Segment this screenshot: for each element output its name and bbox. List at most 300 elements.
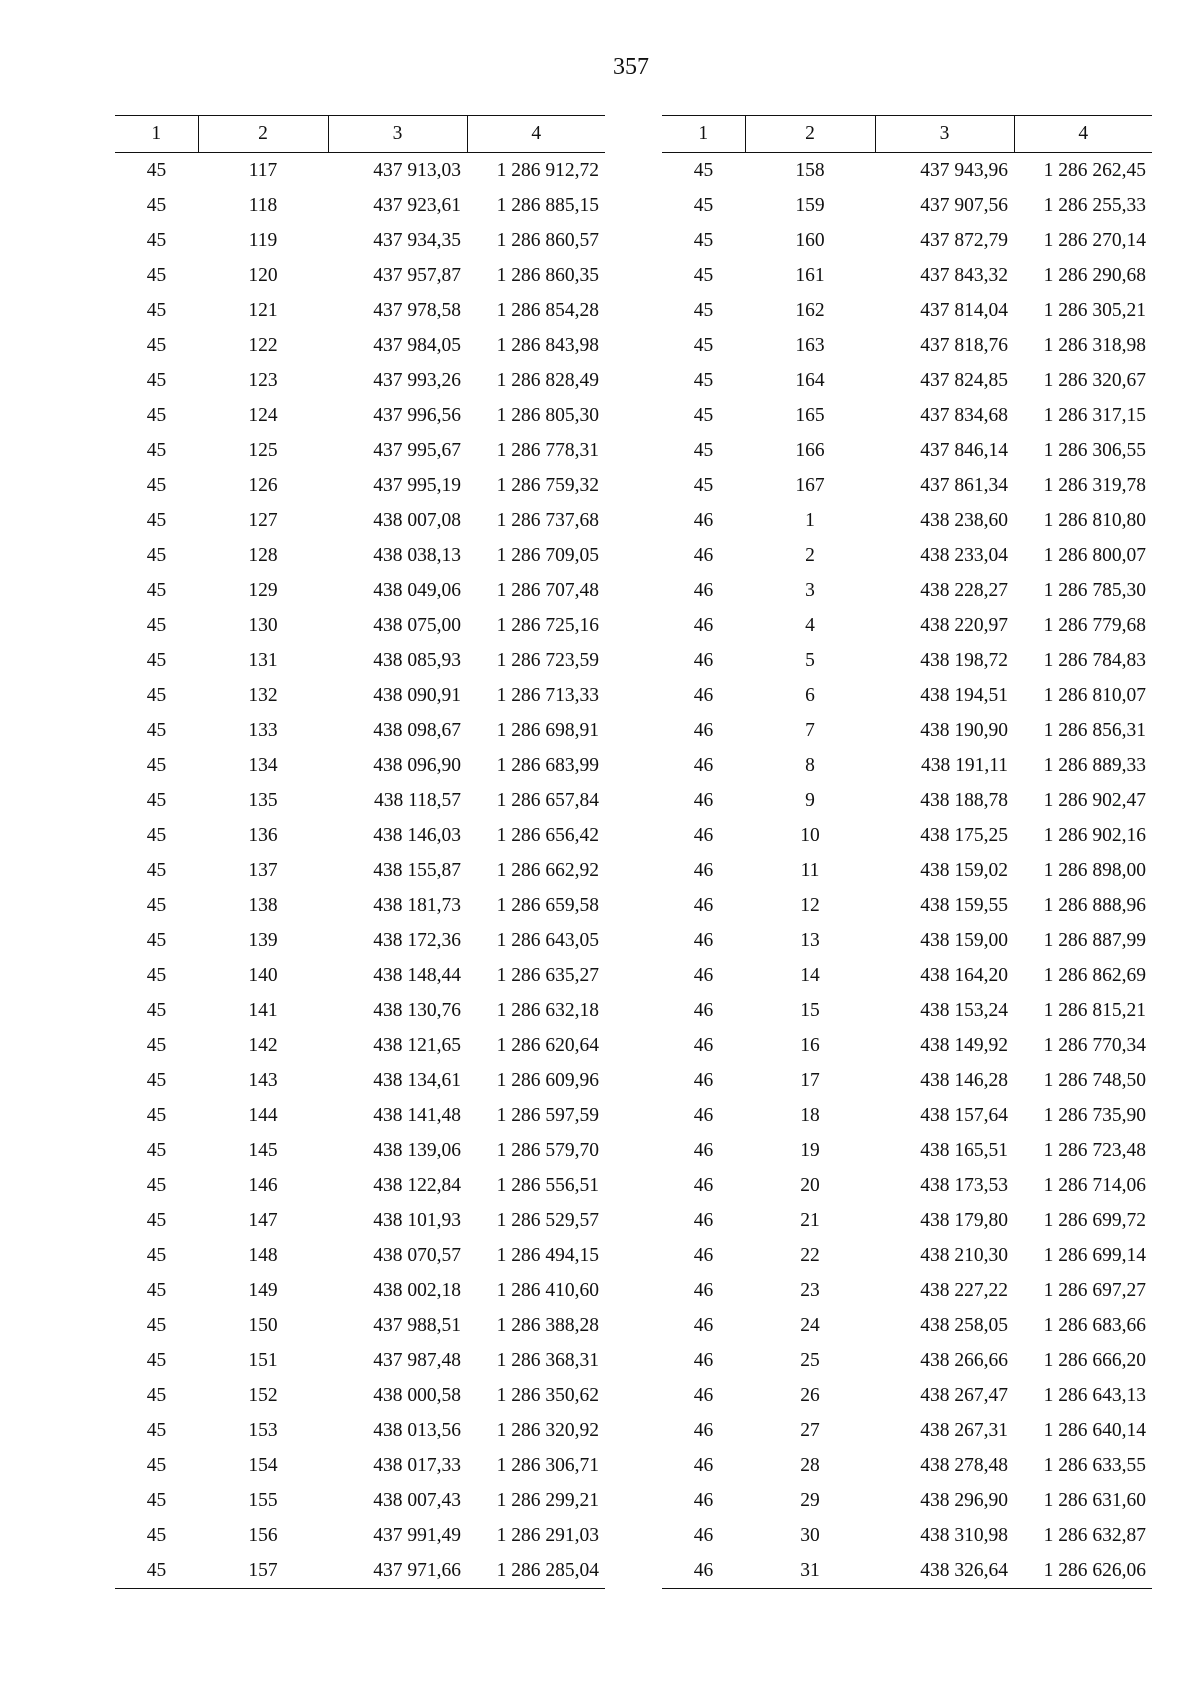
table-cell-col-2: 26 (800, 1384, 820, 1406)
table-cell-col-1: 46 (693, 1209, 714, 1231)
table-cell-col-1: 45 (693, 334, 714, 356)
table-cell-col-1: 45 (146, 1279, 167, 1301)
table-row (662, 1483, 1152, 1518)
table-cell-col-3: 437 993,26 (373, 369, 461, 391)
table-cell-col-4: 1 286 902,47 (1043, 789, 1146, 811)
table-row (115, 888, 605, 923)
table-cell-col-4: 1 286 699,72 (1043, 1209, 1146, 1231)
table-cell-col-1: 46 (693, 1034, 714, 1056)
table-cell-col-1: 45 (146, 1104, 167, 1126)
table-cell-col-1: 45 (146, 1419, 167, 1441)
table-cell-col-3: 438 075,00 (373, 614, 461, 636)
table-cell-col-1: 45 (146, 1139, 167, 1161)
table-cell-col-1: 45 (146, 999, 167, 1021)
table-cell-col-4: 1 286 860,35 (496, 264, 599, 286)
table-cell-col-1: 45 (146, 404, 167, 426)
table-cell-col-1: 45 (146, 544, 167, 566)
table-row (662, 1028, 1152, 1063)
table-cell-col-4: 1 286 656,42 (496, 824, 599, 846)
table-cell-col-2: 27 (800, 1419, 820, 1441)
table-cell-col-3: 438 002,18 (373, 1279, 461, 1301)
table-cell-col-3: 437 991,49 (373, 1524, 461, 1546)
table-cell-col-4: 1 286 640,14 (1043, 1419, 1146, 1441)
table-cell-col-2: 130 (248, 614, 278, 636)
table-row (115, 1238, 605, 1273)
table-cell-col-4: 1 286 707,48 (496, 579, 599, 601)
table-cell-col-1: 46 (693, 754, 714, 776)
table-cell-col-1: 46 (693, 1139, 714, 1161)
table-cell-col-2: 14 (800, 964, 820, 986)
table-cell-col-2: 132 (248, 684, 278, 706)
table-cell-col-4: 1 286 785,30 (1043, 579, 1146, 601)
table-cell-col-1: 45 (146, 1489, 167, 1511)
table-cell-col-3: 438 007,08 (373, 509, 461, 531)
table-cell-col-1: 46 (693, 509, 714, 531)
table-cell-col-4: 1 286 299,21 (496, 1489, 599, 1511)
table-cell-col-3: 437 907,56 (920, 194, 1008, 216)
table-cell-col-2: 133 (248, 719, 278, 741)
table-cell-col-4: 1 286 620,64 (496, 1034, 599, 1056)
table-row (662, 713, 1152, 748)
table-cell-col-4: 1 286 709,05 (496, 544, 599, 566)
table-cell-col-1: 45 (146, 264, 167, 286)
table-row (115, 153, 605, 189)
table-cell-col-3: 438 179,80 (920, 1209, 1008, 1231)
table-cell-col-1: 46 (693, 1419, 714, 1441)
table-cell-col-4: 1 286 698,91 (496, 719, 599, 741)
table-header-row (115, 116, 605, 153)
table-cell-col-1: 46 (693, 1279, 714, 1301)
table-row (662, 1133, 1152, 1168)
table-row (662, 363, 1152, 398)
table-row (115, 1448, 605, 1483)
table-row (115, 783, 605, 818)
coordinates-table-left (115, 115, 605, 1589)
table-row (115, 748, 605, 783)
table-cell-col-2: 21 (800, 1209, 820, 1231)
table-cell-col-3: 438 159,55 (920, 894, 1008, 916)
table-cell-col-2: 129 (248, 579, 278, 601)
column-header-3: 3 (875, 116, 1014, 153)
table-cell-col-1: 46 (693, 859, 714, 881)
table-cell-col-4: 1 286 270,14 (1043, 229, 1146, 251)
table-cell-col-1: 46 (693, 964, 714, 986)
table-cell-col-2: 162 (795, 299, 825, 321)
table-cell-col-3: 438 153,24 (920, 999, 1008, 1021)
coordinates-table-right (662, 115, 1152, 1589)
table-cell-col-2: 135 (248, 789, 278, 811)
table-cell-col-3: 437 843,32 (920, 264, 1008, 286)
table-row (662, 468, 1152, 503)
column-header-1: 1 (115, 116, 198, 153)
table-cell-col-4: 1 286 723,59 (496, 649, 599, 671)
table-cell-col-3: 437 834,68 (920, 404, 1008, 426)
table-cell-col-4: 1 286 633,55 (1043, 1454, 1146, 1476)
table-row (115, 818, 605, 853)
table-cell-col-2: 22 (800, 1244, 820, 1266)
table-row (662, 1553, 1152, 1589)
table-cell-col-3: 438 220,97 (920, 614, 1008, 636)
table-cell-col-4: 1 286 725,16 (496, 614, 599, 636)
column-header-4: 4 (1014, 116, 1152, 153)
table-cell-col-4: 1 286 388,28 (496, 1314, 599, 1336)
table-row (662, 538, 1152, 573)
table-row (662, 1378, 1152, 1413)
table-row (115, 608, 605, 643)
table-cell-col-2: 128 (248, 544, 278, 566)
table-cell-col-1: 46 (693, 1314, 714, 1336)
table-cell-col-1: 45 (146, 859, 167, 881)
table-cell-col-1: 46 (693, 1454, 714, 1476)
table-cell-col-3: 438 228,27 (920, 579, 1008, 601)
table-cell-col-4: 1 286 723,48 (1043, 1139, 1146, 1161)
table-cell-col-2: 136 (248, 824, 278, 846)
table-row (662, 258, 1152, 293)
table-cell-col-1: 45 (693, 369, 714, 391)
table-row (115, 958, 605, 993)
table-row (662, 573, 1152, 608)
table-cell-col-3: 437 934,35 (373, 229, 461, 251)
table-row (662, 328, 1152, 363)
table-row (662, 1238, 1152, 1273)
table-row (662, 503, 1152, 538)
table-row (662, 783, 1152, 818)
table-cell-col-2: 125 (248, 439, 278, 461)
table-cell-col-3: 438 000,58 (373, 1384, 461, 1406)
table-cell-col-3: 438 146,28 (920, 1069, 1008, 1091)
table-cell-col-2: 28 (800, 1454, 820, 1476)
table-cell-col-1: 45 (115, 1553, 198, 1589)
table-cell-col-3: 438 165,51 (920, 1139, 1008, 1161)
table-cell-col-4: 1 286 810,07 (1043, 684, 1146, 706)
table-cell-col-2: 155 (248, 1489, 278, 1511)
table-cell-col-1: 45 (146, 369, 167, 391)
column-header-3: 3 (328, 116, 467, 153)
table-row (662, 608, 1152, 643)
table-cell-col-2: 166 (795, 439, 825, 461)
table-cell-col-4: 1 286 889,33 (1043, 754, 1146, 776)
table-cell-col-3: 437 984,05 (373, 334, 461, 356)
table-cell-col-1: 46 (693, 1489, 714, 1511)
table-cell-col-3: 438 210,30 (920, 1244, 1008, 1266)
table-row (115, 643, 605, 678)
table-cell-col-4: 1 286 320,92 (496, 1419, 599, 1441)
table-cell-col-3: 437 996,56 (373, 404, 461, 426)
table-cell-col-4: 1 286 860,57 (496, 229, 599, 251)
table-cell-col-1: 46 (662, 1553, 745, 1589)
table-cell-col-1: 45 (693, 159, 714, 181)
table-row (115, 713, 605, 748)
table-row (115, 573, 605, 608)
table-cell-col-1: 45 (146, 509, 167, 531)
table-cell-col-1: 45 (146, 229, 167, 251)
column-header-2: 2 (745, 116, 875, 153)
table-cell-col-3: 437 995,67 (373, 439, 461, 461)
table-cell-col-4: 1 286 626,06 (1014, 1553, 1152, 1589)
table-cell-col-4: 1 286 262,45 (1043, 159, 1146, 181)
table-row (115, 363, 605, 398)
table-cell-col-4: 1 286 290,68 (1043, 264, 1146, 286)
table-row (115, 923, 605, 958)
table-cell-col-1: 45 (146, 824, 167, 846)
table-cell-col-2: 146 (248, 1174, 278, 1196)
table-cell-col-3: 438 296,90 (920, 1489, 1008, 1511)
table-cell-col-1: 45 (146, 1069, 167, 1091)
table-cell-col-4: 1 286 632,87 (1043, 1524, 1146, 1546)
table-cell-col-4: 1 286 770,34 (1043, 1034, 1146, 1056)
table-cell-col-1: 45 (146, 299, 167, 321)
table-cell-col-2: 156 (248, 1524, 278, 1546)
table-cell-col-4: 1 286 843,98 (496, 334, 599, 356)
table-cell-col-2: 137 (248, 859, 278, 881)
column-header-1: 1 (662, 116, 745, 153)
column-header-4: 4 (467, 116, 605, 153)
table-row (662, 1448, 1152, 1483)
page-number: 357 (613, 54, 649, 80)
table-cell-col-4: 1 286 805,30 (496, 404, 599, 426)
table-cell-col-2: 16 (800, 1034, 820, 1056)
table-cell-col-3: 438 191,11 (920, 754, 1008, 776)
table-row (115, 328, 605, 363)
table-cell-col-4: 1 286 597,59 (496, 1104, 599, 1126)
table-cell-col-4: 1 286 643,13 (1043, 1384, 1146, 1406)
table-cell-col-1: 45 (146, 1209, 167, 1231)
table-cell-col-1: 46 (693, 719, 714, 741)
table-cell-col-4: 1 286 737,68 (496, 509, 599, 531)
table-cell-col-1: 45 (146, 719, 167, 741)
table-cell-col-2: 131 (248, 649, 278, 671)
table-cell-col-3: 438 130,76 (373, 999, 461, 1021)
table-row (115, 1308, 605, 1343)
table-cell-col-2: 127 (248, 509, 278, 531)
table-row (115, 258, 605, 293)
table-cell-col-3: 438 159,02 (920, 859, 1008, 881)
table-cell-col-4: 1 286 828,49 (496, 369, 599, 391)
table-cell-col-4: 1 286 657,84 (496, 789, 599, 811)
table-cell-col-3: 438 017,33 (373, 1454, 461, 1476)
table-row (115, 678, 605, 713)
table-cell-col-4: 1 286 887,99 (1043, 929, 1146, 951)
table-cell-col-2: 17 (800, 1069, 820, 1091)
table-cell-col-1: 46 (693, 1174, 714, 1196)
table-row (662, 1273, 1152, 1308)
table-row (662, 748, 1152, 783)
table-cell-col-4: 1 286 683,99 (496, 754, 599, 776)
table-row (115, 223, 605, 258)
table-cell-col-1: 45 (146, 1454, 167, 1476)
table-row (662, 433, 1152, 468)
table-cell-col-4: 1 286 815,21 (1043, 999, 1146, 1021)
table-cell-col-1: 45 (146, 614, 167, 636)
table-cell-col-2: 139 (248, 929, 278, 951)
table-cell-col-4: 1 286 784,83 (1043, 649, 1146, 671)
table-row (662, 1343, 1152, 1378)
table-cell-col-4: 1 286 635,27 (496, 964, 599, 986)
table-cell-col-3: 438 038,13 (373, 544, 461, 566)
table-cell-col-3: 438 070,57 (373, 1244, 461, 1266)
table-cell-col-3: 437 872,79 (920, 229, 1008, 251)
table-cell-col-2: 147 (248, 1209, 278, 1231)
table-cell-col-2: 13 (800, 929, 820, 951)
table-cell-col-4: 1 286 609,96 (496, 1069, 599, 1091)
table-cell-col-1: 46 (693, 999, 714, 1021)
table-cell-col-4: 1 286 659,58 (496, 894, 599, 916)
table-cell-col-1: 46 (693, 894, 714, 916)
table-row (662, 1413, 1152, 1448)
table-cell-col-4: 1 286 699,14 (1043, 1244, 1146, 1266)
table-row (662, 643, 1152, 678)
table-cell-col-3: 438 188,78 (920, 789, 1008, 811)
table-cell-col-4: 1 286 306,71 (496, 1454, 599, 1476)
table-cell-col-4: 1 286 912,72 (496, 159, 599, 181)
table-cell-col-3: 438 101,93 (373, 1209, 461, 1231)
table-cell-col-1: 46 (693, 684, 714, 706)
table-cell-col-3: 438 238,60 (920, 509, 1008, 531)
table-cell-col-3: 438 139,06 (373, 1139, 461, 1161)
table-cell-col-4: 1 286 748,50 (1043, 1069, 1146, 1091)
table-cell-col-2: 145 (248, 1139, 278, 1161)
table-cell-col-2: 122 (248, 334, 278, 356)
table-cell-col-1: 46 (693, 1349, 714, 1371)
table-cell-col-3: 438 096,90 (373, 754, 461, 776)
table-row (662, 853, 1152, 888)
table-row (115, 433, 605, 468)
table-cell-col-4: 1 286 318,98 (1043, 334, 1146, 356)
table-cell-col-2: 148 (248, 1244, 278, 1266)
table-cell-col-3: 438 172,36 (373, 929, 461, 951)
column-header-2: 2 (198, 116, 328, 153)
table-cell-col-4: 1 286 306,55 (1043, 439, 1146, 461)
table-cell-col-1: 46 (693, 1244, 714, 1266)
table-cell-col-2: 157 (198, 1553, 328, 1589)
table-cell-col-4: 1 286 631,60 (1043, 1489, 1146, 1511)
table-cell-col-1: 45 (146, 1244, 167, 1266)
table-cell-col-2: 134 (248, 754, 278, 776)
table-cell-col-3: 438 098,67 (373, 719, 461, 741)
table-cell-col-1: 46 (693, 614, 714, 636)
table-cell-col-2: 12 (800, 894, 820, 916)
table-cell-col-2: 158 (795, 159, 825, 181)
table-cell-col-1: 45 (146, 964, 167, 986)
table-cell-col-3: 438 085,93 (373, 649, 461, 671)
table-cell-col-1: 45 (146, 474, 167, 496)
table-cell-col-2: 142 (248, 1034, 278, 1056)
table-cell-col-1: 45 (146, 194, 167, 216)
table-cell-col-2: 126 (248, 474, 278, 496)
table-cell-col-3: 437 824,85 (920, 369, 1008, 391)
table-cell-col-1: 45 (146, 334, 167, 356)
table-row (115, 188, 605, 223)
table-cell-col-3: 438 190,90 (920, 719, 1008, 741)
table-cell-col-1: 45 (693, 229, 714, 251)
table-cell-col-2: 141 (248, 999, 278, 1021)
table-cell-col-3: 438 007,43 (373, 1489, 461, 1511)
table-cell-col-1: 45 (146, 579, 167, 601)
table-cell-col-2: 140 (248, 964, 278, 986)
table-cell-col-2: 121 (248, 299, 278, 321)
table-cell-col-4: 1 286 697,27 (1043, 1279, 1146, 1301)
table-cell-col-2: 119 (248, 229, 278, 251)
table-row (115, 398, 605, 433)
table-cell-col-3: 437 814,04 (920, 299, 1008, 321)
table-cell-col-1: 46 (693, 1104, 714, 1126)
table-cell-col-2: 154 (248, 1454, 278, 1476)
table-cell-col-3: 437 978,58 (373, 299, 461, 321)
table-cell-col-4: 1 286 291,03 (496, 1524, 599, 1546)
table-cell-col-2: 124 (248, 404, 278, 426)
table-cell-col-2: 6 (805, 684, 815, 706)
table-row (662, 888, 1152, 923)
table-cell-col-3: 438 278,48 (920, 1454, 1008, 1476)
table-cell-col-4: 1 286 666,20 (1043, 1349, 1146, 1371)
table-cell-col-3: 438 198,72 (920, 649, 1008, 671)
table-cell-col-1: 45 (693, 404, 714, 426)
table-cell-col-2: 138 (248, 894, 278, 916)
table-cell-col-2: 164 (795, 369, 825, 391)
table-cell-col-1: 45 (146, 649, 167, 671)
table-cell-col-1: 45 (146, 1349, 167, 1371)
table-row (662, 818, 1152, 853)
table-cell-col-4: 1 286 285,04 (467, 1553, 605, 1589)
table-cell-col-4: 1 286 529,57 (496, 1209, 599, 1231)
table-cell-col-2: 118 (248, 194, 278, 216)
table-cell-col-2: 15 (800, 999, 820, 1021)
table-cell-col-3: 438 181,73 (373, 894, 461, 916)
table-cell-col-2: 2 (805, 544, 815, 566)
table-row (662, 678, 1152, 713)
table-row (662, 153, 1152, 189)
table-cell-col-3: 437 971,66 (328, 1553, 467, 1589)
table-cell-col-3: 438 267,47 (920, 1384, 1008, 1406)
table-cell-col-3: 437 957,87 (373, 264, 461, 286)
table-cell-col-1: 45 (693, 474, 714, 496)
table-cell-col-3: 438 148,44 (373, 964, 461, 986)
table-cell-col-1: 45 (693, 439, 714, 461)
table-cell-col-1: 46 (693, 929, 714, 951)
table-cell-col-1: 45 (146, 1524, 167, 1546)
table-cell-col-1: 46 (693, 1524, 714, 1546)
table-row (115, 1168, 605, 1203)
table-cell-col-3: 438 267,31 (920, 1419, 1008, 1441)
table-cell-col-2: 120 (248, 264, 278, 286)
table-row (115, 1343, 605, 1378)
table-cell-col-4: 1 286 317,15 (1043, 404, 1146, 426)
table-cell-col-1: 46 (693, 824, 714, 846)
table-cell-col-1: 45 (146, 929, 167, 951)
table-cell-col-2: 30 (800, 1524, 820, 1546)
table-cell-col-1: 45 (146, 894, 167, 916)
table-row (115, 293, 605, 328)
table-row (662, 1098, 1152, 1133)
table-cell-col-3: 437 995,19 (373, 474, 461, 496)
table-cell-col-2: 143 (248, 1069, 278, 1091)
table-cell-col-2: 24 (800, 1314, 820, 1336)
table-row (115, 1483, 605, 1518)
table-cell-col-3: 438 164,20 (920, 964, 1008, 986)
table-row (115, 1378, 605, 1413)
table-cell-col-4: 1 286 713,33 (496, 684, 599, 706)
table-cell-col-2: 152 (248, 1384, 278, 1406)
table-row (115, 1098, 605, 1133)
table-cell-col-4: 1 286 779,68 (1043, 614, 1146, 636)
table-cell-col-4: 1 286 898,00 (1043, 859, 1146, 881)
table-row (115, 1203, 605, 1238)
table-cell-col-2: 20 (800, 1174, 820, 1196)
table-cell-col-3: 437 846,14 (920, 439, 1008, 461)
table-cell-col-2: 159 (795, 194, 825, 216)
table-row (115, 503, 605, 538)
table-row (662, 993, 1152, 1028)
